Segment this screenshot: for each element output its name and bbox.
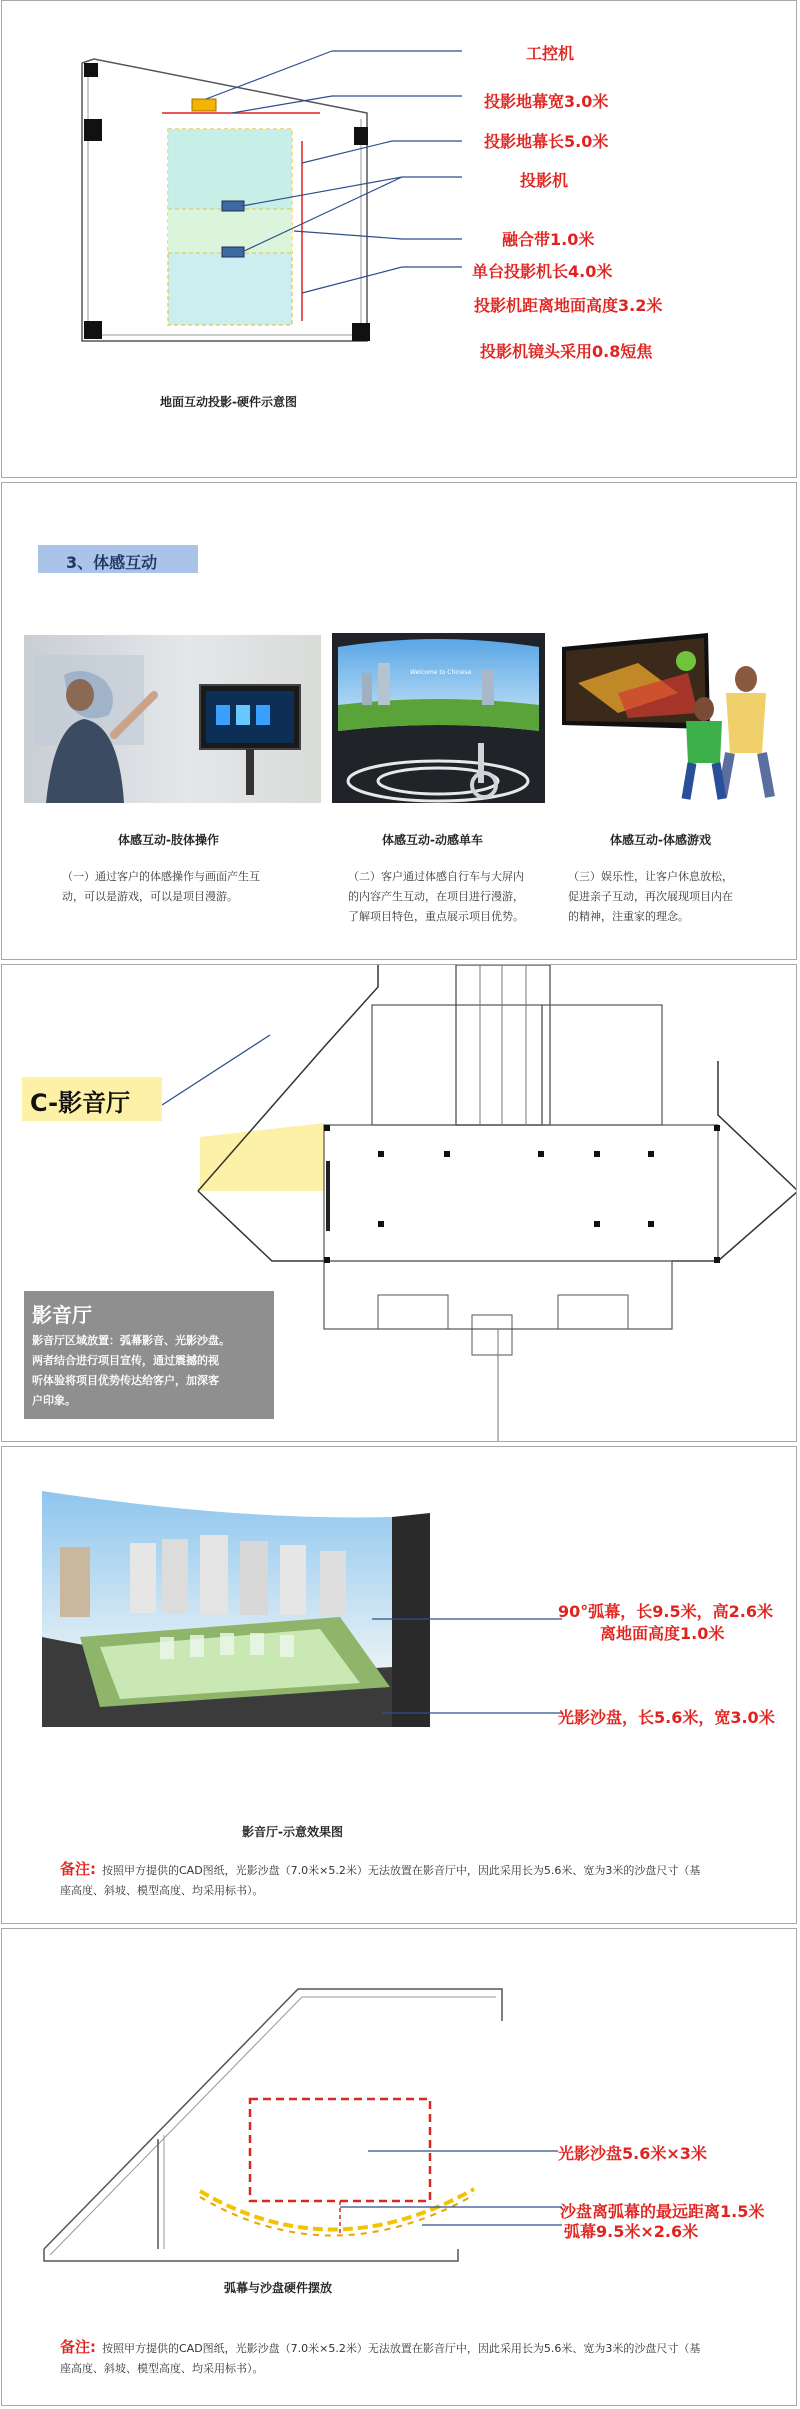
photo-gesture-control <box>24 635 321 803</box>
section-title: 3、体感互动 <box>66 553 158 572</box>
slide4-note <box>60 1859 750 1901</box>
note-head: 备注: <box>60 1860 96 1878</box>
exercise-bike-illustration <box>332 633 545 803</box>
card3-desc-line: 促进亲子互动，再次展现项目内在 <box>568 890 733 903</box>
note-head: 备注: <box>60 2338 96 2356</box>
card3-desc-line: 的精神，注重家的理念。 <box>568 910 689 923</box>
card1-desc <box>62 867 260 907</box>
info-body-line: 户印象。 <box>32 1394 76 1407</box>
card3-desc <box>568 867 733 927</box>
label-sand-table-size: 光影沙盘5.6米×3米 <box>558 2144 707 2163</box>
card2-desc-line: 了解项目特色，重点展示项目优势。 <box>348 910 524 923</box>
note-body: 座高度、斜坡、模型高度、均采用标书）。 <box>60 2362 264 2375</box>
card1-desc-line: （一）通过客户的体感操作与画面产生互 <box>62 870 260 883</box>
label-lens-type: 投影机镜头采用0.8短焦 <box>480 342 653 361</box>
label-industrial-pc: 工控机 <box>526 44 575 63</box>
label-projector-height: 投影机距离地面高度3.2米 <box>474 296 663 315</box>
label-screen-height: 离地面高度1.0米 <box>600 1624 725 1643</box>
slide-hardware-layout <box>1 1928 797 2406</box>
label-curved-screen-size: 弧幕9.5米×2.6米 <box>564 2222 699 2241</box>
card2-desc <box>348 867 524 927</box>
note-body: 座高度、斜坡、模型高度、均采用标书）。 <box>60 1884 264 1897</box>
note-body: 按照甲方提供的CAD图纸，光影沙盘（7.0米×5.2米）无法放置在影音厅中，因此采用长为5.6米、宽为3米的沙盘尺寸（基 <box>102 2342 701 2355</box>
slide-floor-projection <box>1 0 797 478</box>
card3-desc-line: （三）娱乐性，让客户休息放松， <box>568 870 733 883</box>
label-max-distance: 沙盘离弧幕的最远距离1.5米 <box>560 2202 765 2221</box>
card1-desc-line: 动，可以是游戏，可以是项目漫游。 <box>62 890 238 903</box>
card3-title: 体感互动-体感游戏 <box>610 833 711 847</box>
slide-motion-interaction <box>1 482 797 960</box>
motion-game-illustration <box>558 633 780 803</box>
layout-diagram <box>2 1929 797 2406</box>
slide4-leader-lines <box>2 1447 797 1924</box>
slide5-caption: 弧幕与沙盘硬件摆放 <box>224 2281 333 2295</box>
slide-av-hall-plan <box>1 964 797 1442</box>
note-body: 按照甲方提供的CAD图纸，光影沙盘（7.0米×5.2米）无法放置在影音厅中，因此采用长为5.6米、宽为3米的沙盘尺寸（基 <box>102 1864 701 1877</box>
slide5-note <box>60 2337 750 2379</box>
slide4-caption: 影音厅-示意效果图 <box>242 1825 343 1839</box>
photo-motion-game <box>558 633 780 803</box>
label-screen-length: 投影地幕长5.0米 <box>484 132 609 151</box>
card1-title: 体感互动-肢体操作 <box>118 833 219 847</box>
zone-label: C-影音厅 <box>30 1089 131 1117</box>
card2-desc-line: 的内容产生互动，在项目进行漫游， <box>348 890 524 903</box>
screen-welcome-text: Welcome to Chinese <box>410 669 472 676</box>
floor-projection-diagram <box>2 1 797 478</box>
info-body-line: 影音厅区域放置：弧幕影音、光影沙盘。 <box>32 1334 230 1347</box>
slide1-caption: 地面互动投影-硬件示意图 <box>160 395 297 409</box>
label-projector-length: 单台投影机长4.0米 <box>472 262 613 281</box>
card2-title: 体感互动-动感单车 <box>382 833 483 847</box>
label-sand-table: 光影沙盘，长5.6米，宽3.0米 <box>558 1708 775 1727</box>
info-body <box>32 1331 230 1411</box>
label-curved-screen: 90°弧幕，长9.5米，高2.6米 <box>558 1602 773 1621</box>
info-body-line: 两者结合进行项目宣传，通过震撼的视 <box>32 1354 219 1367</box>
gesture-control-illustration <box>24 635 321 803</box>
label-projector: 投影机 <box>520 171 569 190</box>
label-blend-zone: 融合带1.0米 <box>502 230 595 249</box>
photo-exercise-bike <box>332 633 545 803</box>
info-body-line: 听体验将项目优势传达给客户，加深客 <box>32 1374 219 1387</box>
slide-av-hall-render <box>1 1446 797 1924</box>
info-title: 影音厅 <box>32 1303 92 1327</box>
card2-desc-line: （二）客户通过体感自行车与大屏内 <box>348 870 524 883</box>
label-screen-width: 投影地幕宽3.0米 <box>484 92 609 111</box>
